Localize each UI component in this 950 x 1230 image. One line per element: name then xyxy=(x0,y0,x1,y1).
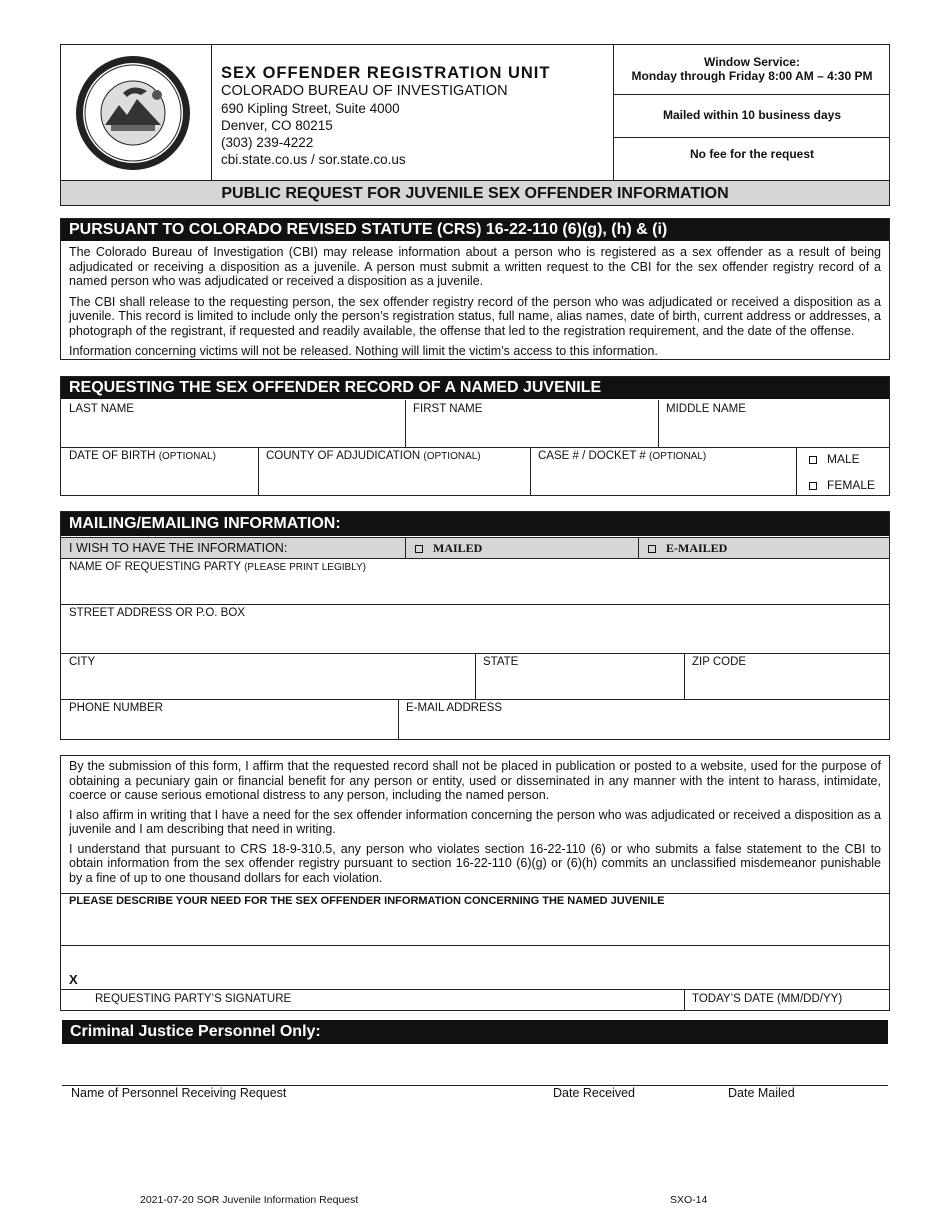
last-name-field[interactable] xyxy=(61,400,421,453)
state-label: STATE xyxy=(483,656,519,668)
mailing-heading: MAILING/EMAILING INFORMATION: xyxy=(61,512,889,536)
dob-label: DATE OF BIRTH xyxy=(69,450,156,462)
last-name-label: LAST NAME xyxy=(69,403,134,415)
female-label: FEMALE xyxy=(827,478,876,492)
middle-name-label: MIDDLE NAME xyxy=(666,403,746,415)
female-box[interactable] xyxy=(809,482,817,490)
cj-heading: Criminal Justice Personnel Only: xyxy=(62,1020,888,1044)
state-field[interactable] xyxy=(475,653,700,705)
bureau-name: COLORADO BUREAU OF INVESTIGATION xyxy=(221,83,508,99)
affirmation-section xyxy=(60,755,890,1011)
bureau-web: cbi.state.co.us / sor.state.co.us xyxy=(221,152,406,167)
date-received-label: Date Received xyxy=(553,1086,635,1100)
statute-paragraph-2: The CBI shall release to the requesting person, the sex offender registry record of the person who was adjudicated or received a disposition as a juvenile. This record is limited to include only the person’s registration status, full name, alias names, date of birth, current address or addresses, a photograph of the registrant, if requested and readily available, the offense that led to the registration requirement, and the date of the offense. xyxy=(69,294,881,338)
street-address-label: STREET ADDRESS OR P.O. BOX xyxy=(69,607,245,619)
male-box[interactable] xyxy=(809,456,817,464)
signature-label: REQUESTING PARTY’S SIGNATURE xyxy=(95,993,292,1005)
mailed-option-label: MAILED xyxy=(433,541,483,555)
print-legibly-note: (PLEASE PRINT LEGIBLY) xyxy=(244,562,366,573)
mailing-section xyxy=(60,511,890,740)
case-optional: (OPTIONAL) xyxy=(649,451,707,462)
bureau-street: 690 Kipling Street, Suite 4000 xyxy=(221,101,400,116)
county-label: COUNTY OF ADJUDICATION xyxy=(266,450,421,462)
affirmation-paragraph-3: I understand that pursuant to CRS 18-9-310.5, any person who violates section 16-22-110 (6) or who submits a false statement to the CBI to obtain information from the sex offender registry pursuant to section 16-22-110 (6)(g) or (6)(h) commits an unclassified misdemeanor punishable by a fine of up to one thousand dollars for each violation. xyxy=(69,841,881,885)
case-field[interactable] xyxy=(530,447,812,502)
emailed-option-label: E-MAILED xyxy=(666,541,728,555)
mailed-option[interactable] xyxy=(415,541,482,556)
county-field[interactable] xyxy=(258,447,546,502)
form-title: PUBLIC REQUEST FOR JUVENILE SEX OFFENDER INFORMATION xyxy=(60,180,890,206)
emailed-option[interactable] xyxy=(648,541,727,556)
cbi-seal xyxy=(71,53,195,173)
city-field[interactable] xyxy=(61,653,491,705)
emailed-checkbox[interactable] xyxy=(648,545,656,553)
window-service-title: Window Service: xyxy=(704,55,800,69)
city-label: CITY xyxy=(69,656,96,668)
affirmation-paragraph-1: By the submission of this form, I affirm that the requested record shall not be placed in publication or posted to a website, used for the purpose of obtaining a pecuniary gain or financial benefit for any person or entity, used or disseminated in any manner with the intent to harass, intimidate, coerce or cause serious emotional distress to any person, including the named person. xyxy=(69,759,881,802)
date-mailed-label: Date Mailed xyxy=(728,1086,795,1100)
footer-form-number: SXO-14 xyxy=(670,1194,708,1206)
statute-paragraph-1: The Colorado Bureau of Investigation (CBI) may release information about a person who is registered as a sex offender as a result of being adjudicated or receiving a disposition as a juvenile. A person must submit a written request to the CBI for the sex offender registry record of a named person who was adjudicated or received a disposition as a juvenile. xyxy=(69,245,881,288)
phone-field[interactable] xyxy=(61,699,414,746)
need-description-field[interactable] xyxy=(61,893,889,945)
county-optional: (OPTIONAL) xyxy=(423,451,481,462)
email-field[interactable] xyxy=(398,699,907,746)
female-checkbox[interactable] xyxy=(809,478,875,492)
requesting-party-name-label: NAME OF REQUESTING PARTY xyxy=(69,561,241,573)
header xyxy=(60,44,890,181)
juvenile-heading: REQUESTING THE SEX OFFENDER RECORD OF A NAMED JUVENILE xyxy=(61,377,889,399)
first-name-label: FIRST NAME xyxy=(413,403,483,415)
statute-paragraph-3: Information concerning victims will not be released. Nothing will limit the victim’s access to this information. xyxy=(69,344,658,358)
delivery-preference-label: I WISH TO HAVE THE INFORMATION: xyxy=(69,541,288,555)
juvenile-section xyxy=(60,376,890,496)
todays-date-field[interactable] xyxy=(684,989,891,1011)
affirmation-paragraph-2: I also affirm in writing that I have a need for the sex offender information concerning the person who was adjudicated or received a disposition as a juvenile and I am describing that need in writing. xyxy=(69,807,881,836)
personnel-name-label: Name of Personnel Receiving Request xyxy=(71,1086,287,1100)
middle-name-field[interactable] xyxy=(658,400,907,453)
case-label: CASE # / DOCKET # xyxy=(538,450,646,462)
mailed-note: Mailed within 10 business days xyxy=(662,108,842,122)
male-checkbox[interactable] xyxy=(809,452,860,466)
male-label: MALE xyxy=(827,452,860,466)
dob-field[interactable] xyxy=(61,447,274,502)
statute-section xyxy=(60,218,890,360)
dob-optional: (OPTIONAL) xyxy=(158,451,216,462)
need-description-label: PLEASE DESCRIBE YOUR NEED FOR THE SEX OFFENDER INFORMATION CONCERNING THE NAMED JUVENILE xyxy=(69,895,665,907)
street-address-field[interactable] xyxy=(61,604,889,659)
zip-field[interactable] xyxy=(684,653,907,705)
zip-label: ZIP CODE xyxy=(692,656,747,668)
statute-heading: PURSUANT TO COLORADO REVISED STATUTE (CRS) 16-22-110 (6)(g), (h) & (i) xyxy=(61,219,889,241)
signature-x: X xyxy=(69,972,78,987)
bureau-city: Denver, CO 80215 xyxy=(221,118,333,133)
window-service-hours: Monday through Friday 8:00 AM – 4:30 PM xyxy=(631,69,873,83)
unit-name: SEX OFFENDER REGISTRATION UNIT xyxy=(221,64,551,82)
first-name-field[interactable] xyxy=(405,400,674,453)
signature-field[interactable] xyxy=(61,945,684,1011)
fee-note: No fee for the request xyxy=(689,147,815,161)
requesting-party-name-field[interactable] xyxy=(61,558,889,610)
phone-label: PHONE NUMBER xyxy=(69,702,163,714)
email-label: E-MAIL ADDRESS xyxy=(406,702,503,714)
bureau-phone: (303) 239-4222 xyxy=(221,135,314,150)
footer-form-name: 2021-07-20 SOR Juvenile Information Request xyxy=(140,1194,359,1206)
mailed-checkbox[interactable] xyxy=(415,545,423,553)
todays-date-label: TODAY’S DATE (MM/DD/YY) xyxy=(692,993,843,1005)
